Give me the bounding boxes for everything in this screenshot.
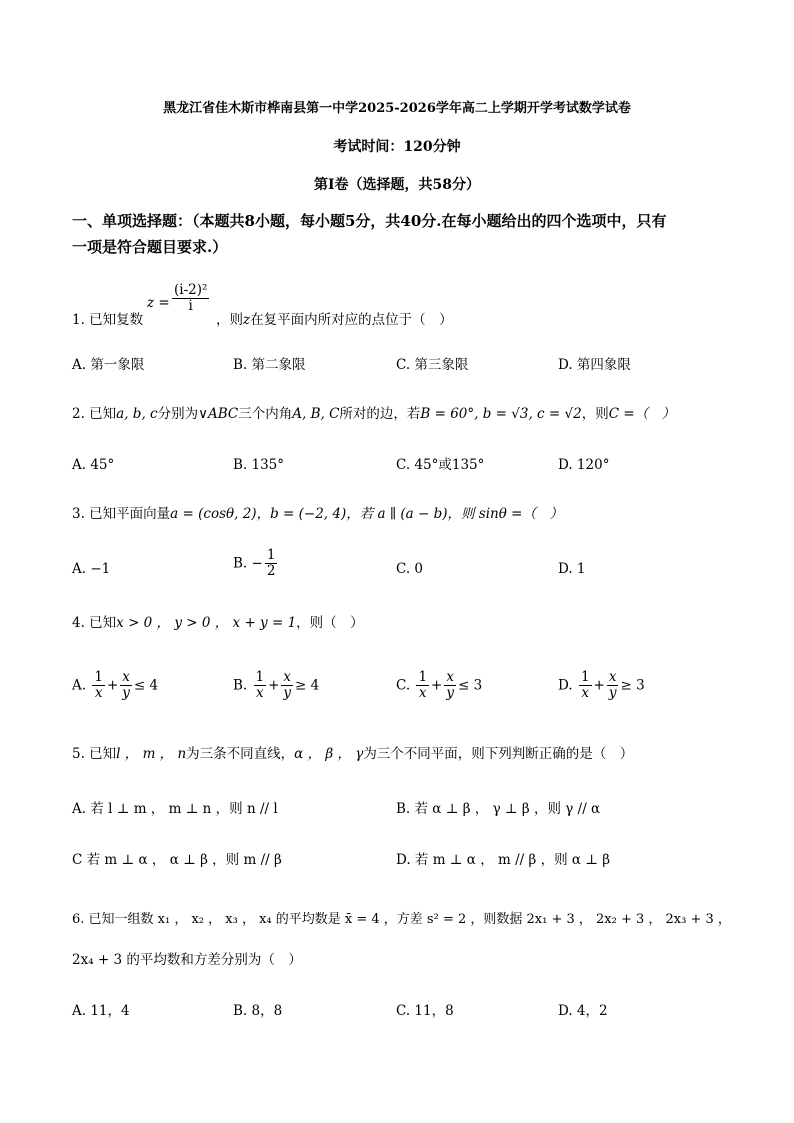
q3-option-a: A. −1 xyxy=(72,561,111,577)
q4-option-label: A. xyxy=(72,677,87,694)
q4-option-relation: ≤ 4 xyxy=(133,677,159,694)
q3-option-d: D. 1 xyxy=(558,561,586,577)
q6-option-a: A. 11，4 xyxy=(72,1003,130,1019)
q4-fraction-1: $\frac{1}{x}$ xyxy=(255,669,265,701)
section-instructions-line1: 一、单项选择题：（本题共8小题，每小题5分，共40分.在每小题给出的四个选项中，只有 xyxy=(72,212,667,230)
q4-option-d: D. $\frac{1}{x}$ + $\frac{x}{y}$ ≥ 3 xyxy=(558,669,645,701)
exam-time: 考试时间：120分钟 xyxy=(333,139,461,155)
q5-option-d: D. 若 m ⊥ α ， m // β ，则 α ⊥ β xyxy=(396,852,611,868)
q1-fraction xyxy=(170,283,211,314)
q4-option-label: D. xyxy=(558,677,573,694)
q6-option-b: B. 8，8 xyxy=(233,1003,283,1019)
q1-z: z = xyxy=(147,295,170,311)
q4-fraction-1: $\frac{1}{x}$ xyxy=(580,669,590,701)
q4-option-relation: ≥ 3 xyxy=(620,677,645,694)
exam-title: 黑龙江省佳木斯市桦南县第一中学2025-2026学年高二上学期开学考试数学试卷 xyxy=(163,101,631,116)
q6-stem-line2: 2x₄ + 3 的平均数和方差分别为（ ） xyxy=(72,952,302,968)
q4-option-a: A. $\frac{1}{x}$ + $\frac{x}{y}$ ≤ 4 xyxy=(72,669,159,701)
q1-fraction-denominator: i xyxy=(188,298,193,314)
q4-option-label: C. xyxy=(396,677,411,694)
q6-option-c: C. 11，8 xyxy=(396,1003,454,1019)
q5-option-b: B. 若 α ⊥ β ， γ ⊥ β ，则 γ // α xyxy=(396,801,601,817)
q6-stem-line1: 6. 已知一组数 x₁ ， x₂ ， x₃ ， x₄ 的平均数是 x̄ = 4 ，方差 s² = 2 ，则数据 2x₁ + 3 ， 2x₂ + 3 ， 2x₃ + 3 ， xyxy=(72,912,731,927)
q4-option-c: C. $\frac{1}{x}$ + $\frac{x}{y}$ ≤ 3 xyxy=(396,669,483,701)
q4-option-relation: ≤ 3 xyxy=(457,677,483,694)
q4-fraction-2: $\frac{x}{y}$ xyxy=(122,669,130,701)
q2-stem: 2. 已知a, b, c分别为∨ABC三个内角A, B, C所对的边，若B = 60°, b = √3, c = √2，则C =（ ） xyxy=(72,406,676,422)
q2-option-d: D. 120° xyxy=(558,457,610,473)
q3-stem: 3. 已知平面向量a = (cosθ, 2)，b = (−2, 4)，若 a ∥ (a − b)，则 sinθ =（ ） xyxy=(72,506,563,522)
q2-option-c: C. 45°或135° xyxy=(396,457,485,473)
q6-option-d: D. 4，2 xyxy=(558,1003,608,1019)
q4-fraction-1: $\frac{1}{x}$ xyxy=(94,669,103,701)
q4-stem: 4. 已知x > 0 ， y > 0 ， x + y = 1，则（ ） xyxy=(72,615,364,631)
q4-fraction-2: $\frac{x}{y}$ xyxy=(608,669,617,701)
q1-option-a: A. 第一象限 xyxy=(72,357,145,373)
q1-fraction-numerator: (i-2)² xyxy=(174,282,208,298)
q4-fraction-2: $\frac{x}{y}$ xyxy=(446,669,454,701)
q1-stem-post: ，则z在复平面内所对应的点位于（ ） xyxy=(216,312,453,328)
q1-stem-pre: 1. 已知复数 xyxy=(72,312,144,328)
q5-stem: 5. 已知l ， m ， n为三条不同直线，α ， β ， γ为三个不同平面，则下列判断正确的是（ ） xyxy=(72,746,634,762)
q2-option-b: B. 135° xyxy=(233,457,285,473)
q2-option-a: A. 45° xyxy=(72,457,115,473)
q4-option-label: B. xyxy=(233,677,248,694)
q1-option-d: D. 第四象限 xyxy=(558,357,631,373)
q1-option-c: C. 第三象限 xyxy=(396,357,469,373)
q3-option-b: B. − $\frac{1}{2}$ xyxy=(233,547,276,579)
q4-option-relation: ≥ 4 xyxy=(295,677,320,694)
q4-option-b: B. $\frac{1}{x}$ + $\frac{x}{y}$ ≥ 4 xyxy=(233,669,320,701)
q4-fraction-1: $\frac{1}{x}$ xyxy=(418,669,428,701)
q5-option-c: C 若 m ⊥ α ， α ⊥ β ，则 m // β xyxy=(72,852,282,868)
volume-heading: 第Ⅰ卷（选择题，共58分） xyxy=(313,177,481,193)
q5-option-a: A. 若 l ⊥ m ， m ⊥ n ，则 n // l xyxy=(72,801,278,817)
section-instructions-line2: 一项是符合题目要求.） xyxy=(72,238,228,256)
q3-option-c: C. 0 xyxy=(396,561,424,577)
q1-option-b: B. 第二象限 xyxy=(233,357,306,373)
q4-fraction-2: $\frac{x}{y}$ xyxy=(283,669,292,701)
